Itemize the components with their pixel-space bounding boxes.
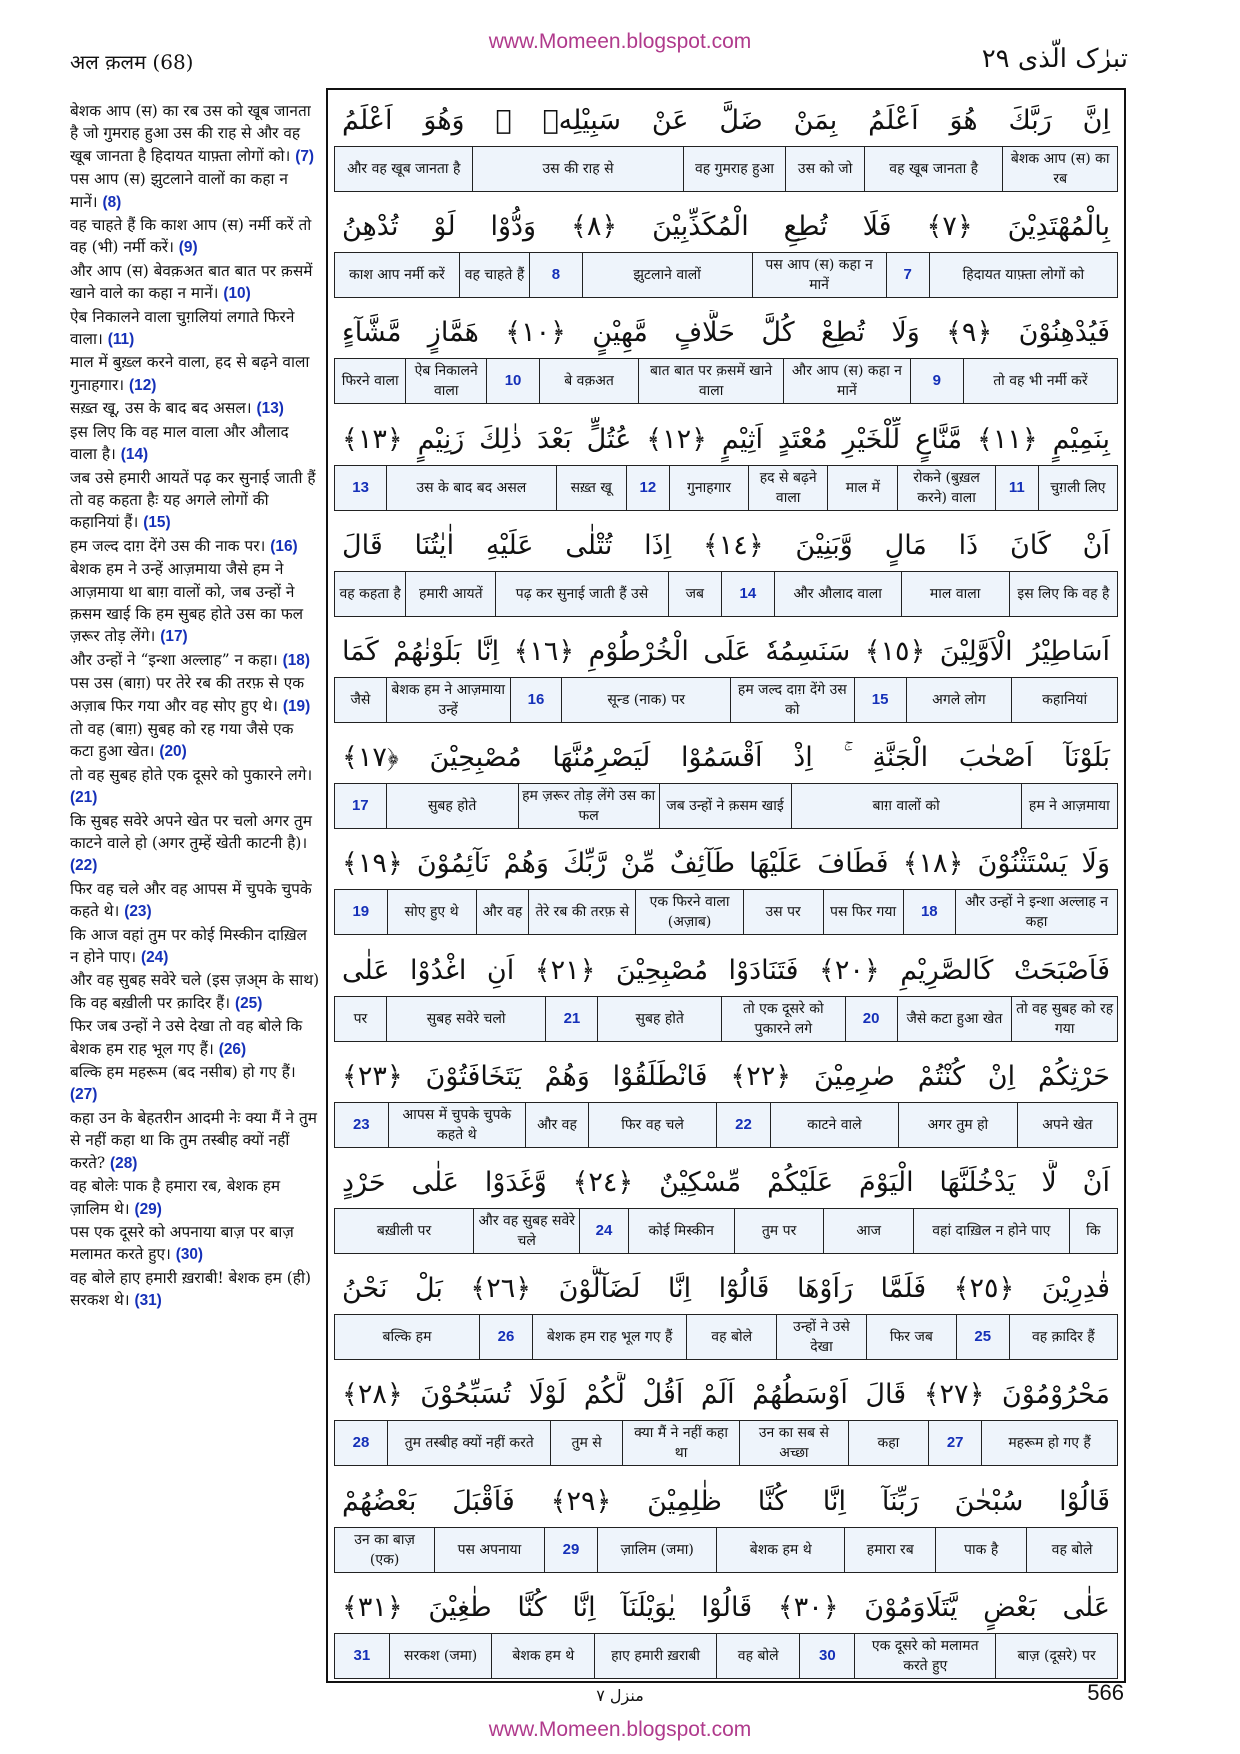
meaning-cell: वह क़ादिर हैं <box>1009 1315 1117 1359</box>
meaning-cell: हिदायत याफ़्ता लोगों को <box>929 253 1117 297</box>
verse-row <box>328 90 1124 196</box>
meaning-cell: हद से बढ़ने वाला <box>748 466 827 510</box>
translation-verse <box>70 1017 302 1057</box>
meaning-cell: सरकश (जमा) <box>389 1634 492 1678</box>
meaning-verse-number: 30 <box>799 1634 854 1678</box>
meaning-verse-number: 15 <box>854 678 906 722</box>
meaning-cell: उन का बाज़ (एक) <box>354 1531 415 1568</box>
verse-number: (11) <box>107 331 135 349</box>
meaning-cell: जैसे कटा हुआ खेत <box>897 997 1012 1041</box>
meaning-cell: काटने वाले <box>770 1103 898 1147</box>
translation-text: कहा उन के बेहतरीन आदमी नेः क्या मैं ने तुम से नहीं कहा था कि तुम तस्बीह क्यों नहीं करते? <box>70 1108 317 1172</box>
meaning-cell: और वह खूब जानता है <box>347 161 461 177</box>
meaning-cell: रोकने (बुख़ल करने) वाला <box>897 466 994 510</box>
translation-verse <box>70 216 311 256</box>
meaning-cell: फिरने वाला <box>341 373 399 390</box>
meaning-cells <box>334 1102 1118 1148</box>
meaning-cell: और उन्हों ने इन्शा अल्लाह न कहा <box>955 890 1117 934</box>
meaning-verse-number: 20 <box>845 997 897 1041</box>
meaning-cell: पाक है <box>935 1528 1026 1572</box>
meaning-cell: उन का सब से अच्छा <box>739 1421 847 1465</box>
meaning-cells <box>334 677 1118 723</box>
meaning-cells <box>334 1314 1118 1360</box>
arabic-verse-line: اِنَّ رَبَّكَ هُوَ اَعْلَمُ بِمَنْ ضَلَّ عَنْ سَبِيْلِهٖ ۪ وَهُوَ اَعْلَمُ <box>342 105 1110 136</box>
translation-text: फिर जब उन्हों ने उसे देखा तो वह बोले कि बेशक हम राह भूल गए हैं। <box>70 1017 303 1058</box>
meaning-cell: सुबह सवेरे चलो <box>386 997 546 1041</box>
verse-row <box>328 833 1124 939</box>
translation-text: कि आज वहां तुम पर कोई मिस्कीन दाख़िल न होने पाए। <box>70 925 307 967</box>
website-url-top[interactable]: www.Momeen.blogspot.com <box>488 30 752 53</box>
translation-verse <box>70 674 310 714</box>
meaning-cell: वह बोले <box>716 1634 800 1678</box>
meaning-cell: फिर जब <box>866 1315 956 1359</box>
verse-number: (12) <box>129 376 157 394</box>
meaning-cell: हम जल्द दाग़ देंगे उस को <box>730 678 854 722</box>
meaning-cell: तो वह सुबह को रह गया <box>1011 997 1117 1041</box>
translation-verse <box>70 1109 317 1172</box>
translation-verse <box>70 423 289 463</box>
meaning-cell: हमारा रब <box>844 1528 935 1572</box>
verse-row <box>328 1364 1124 1470</box>
arabic-verse-line: عَلٰى بَعْضٍ يَّتَلَاوَمُوْنَ ﴿٣٠﴾ قَالُوْا يٰوَيْلَنَآ اِنَّا كُنَّا طٰغِيْنَ ﴿٣١﴾ <box>342 1591 1110 1623</box>
meaning-cell: अपने खेत <box>1017 1103 1117 1147</box>
meaning-verse-number: 27 <box>928 1421 981 1465</box>
translation-text: ऐब निकालने वाला चुग़लियां लगाते फिरने वाला। <box>70 307 295 349</box>
meaning-verse-number: 13 <box>352 478 369 496</box>
translation-verse <box>70 1269 311 1309</box>
meaning-cells <box>334 1208 1118 1254</box>
translation-verse <box>70 880 312 920</box>
verse-number: (10) <box>223 285 251 303</box>
meaning-cell: तेरे रब की तरफ़ से <box>528 890 635 934</box>
translation-verse <box>70 308 294 348</box>
verse-number: (15) <box>143 514 171 532</box>
meaning-cell: सख़्त खू <box>556 466 626 510</box>
verse-number: (19) <box>282 697 311 715</box>
meaning-cell: बेशक आप (स) का रब <box>1002 147 1117 191</box>
verse-row <box>328 1577 1124 1683</box>
translation-text: फिर वह चले और वह आपस में चुपके चुपके कहते थे। <box>70 879 312 921</box>
meaning-cell: बात बात पर क़समें खाने वाला <box>638 359 783 403</box>
meaning-cell: वह कहता है <box>339 585 401 602</box>
verse-number: (24) <box>141 949 169 967</box>
juz-title: تبرٰک الّذی ۲۹ <box>981 44 1128 74</box>
meaning-cell: उन्हों ने उसे देखा <box>776 1315 866 1359</box>
verse-number: (29) <box>134 1200 162 1218</box>
meaning-verse-number: 28 <box>352 1434 370 1452</box>
meaning-cell: सुबह होते <box>386 784 518 828</box>
meaning-verse-number: 18 <box>903 890 956 934</box>
meaning-cell: ऐब निकालने वाला <box>405 359 486 403</box>
translation-verse <box>70 720 293 760</box>
meaning-cell: पस अपनाया <box>434 1528 544 1572</box>
verse-row <box>328 302 1124 408</box>
surah-title: अल क़लम (68) <box>70 50 194 74</box>
arabic-verse-line: مَحْرُوْمُوْنَ ﴿٢٧﴾ قَالَ اَوْسَطُهُمْ اَلَمْ اَقُلْ لَّكُمْ لَوْلَا تُسَبِّحُوْنَ ﴿٢٨﴾ <box>342 1379 1110 1411</box>
verse-number: (8) <box>102 193 122 211</box>
meaning-cell: और आप (स) कहा न मानें <box>783 359 910 403</box>
meaning-cell: वह गुमराह हुआ <box>683 147 786 191</box>
meaning-cell: बल्कि हम <box>382 1329 432 1346</box>
meaning-cell: उस की राह से <box>472 147 682 191</box>
verse-row <box>328 1046 1124 1152</box>
meaning-verse-number: 7 <box>886 253 929 297</box>
verse-number: (21) <box>70 789 98 807</box>
meaning-cells <box>334 1633 1118 1679</box>
arabic-verse-line: اَسَاطِيْرُ الْاَوَّلِيْنَ ﴿١٥﴾ سَنَسِمُهٗ عَلَى الْخُرْطُوْمِ ﴿١٦﴾ اِنَّا بَلَوْنٰهُمْ كَمَا <box>342 636 1110 667</box>
meaning-cell: माल वाला <box>901 572 1009 616</box>
meaning-cell: तुम तस्बीह क्यों नहीं करते <box>387 1421 550 1465</box>
translation-text: इस लिए कि वह माल वाला और औलाद वाला है। <box>70 422 289 464</box>
meaning-verse-number: 9 <box>910 359 963 403</box>
meaning-cell: अगर तुम हो <box>898 1103 1017 1147</box>
verse-number: (16) <box>270 537 298 555</box>
verse-row <box>328 1258 1124 1364</box>
translation-verse <box>70 399 284 417</box>
translation-text: पस आप (स) झुटलाने वालों का कहा न मानें। <box>70 170 288 211</box>
meaning-cell: बेशक हम थे <box>716 1528 844 1572</box>
meaning-cell: झुटलाने वालों <box>582 253 752 297</box>
meaning-verse-number: 24 <box>579 1209 627 1253</box>
translation-verse <box>70 537 298 555</box>
translation-text: पस एक दूसरे को अपनाया बाज़ पर बाज़ मलामत करते हुए। <box>70 1222 294 1264</box>
verse-number: (17) <box>160 628 188 646</box>
meaning-cells <box>334 996 1118 1042</box>
arabic-verse-line: بِنَمِيْمٍ ﴿١١﴾ مَّنَّاعٍ لِّلْخَيْرِ مُعْتَدٍ اَثِيْمٍ ﴿١٢﴾ عُتُلٍّ بَعْدَ ذٰلِكَ زَنِيْمٍ ﴿١٣﴾ <box>342 423 1110 455</box>
meaning-cell: काश आप नर्मी करें <box>349 267 445 284</box>
meaning-cell: पर <box>353 1010 368 1027</box>
meaning-cell: चुग़ली लिए <box>1038 466 1117 510</box>
verse-row <box>328 621 1124 727</box>
arabic-verse-line: اَنْ كَانَ ذَا مَالٍ وَّبَنِيْنَ ﴿١٤﴾ اِذَا تُتْلٰى عَلَيْهِ اٰيٰتُنَا قَالَ <box>342 529 1110 561</box>
translation-verse <box>70 1177 280 1217</box>
meaning-cell: क्या मैं ने नहीं कहा था <box>622 1421 739 1465</box>
verse-row <box>328 515 1124 621</box>
meaning-cell: वहां दाख़िल न होने पाए <box>913 1209 1069 1253</box>
meaning-verse-number: 8 <box>529 253 581 297</box>
meaning-cell: उस को जो <box>785 147 864 191</box>
translation-verse <box>70 971 319 1011</box>
verse-number: (30) <box>175 1246 204 1264</box>
website-url-bottom[interactable]: www.Momeen.blogspot.com <box>488 1718 752 1741</box>
translation-verse <box>70 1063 296 1103</box>
translation-text: बेशक आप (स) का रब उस को खूब जानता है जो गुमराह हुआ उस की राह से और वह खूब जानता है हिदायत याफ़्ता लोगों को। <box>70 102 311 165</box>
meaning-verse-number: 19 <box>352 903 370 921</box>
meaning-verse-number: 12 <box>626 466 669 510</box>
meaning-cells <box>334 252 1118 298</box>
translation-text: और उन्हों ने “इन्शा अल्लाह” न कहा। <box>70 650 283 669</box>
translation-verse <box>70 1223 294 1263</box>
meaning-verse-number: 25 <box>956 1315 1009 1359</box>
meaning-cell: एक फिरने वाला (अज़ाब) <box>635 890 742 934</box>
meaning-cell: तुम पर <box>734 1209 824 1253</box>
meaning-cell: उस के बाद बद असल <box>386 466 555 510</box>
translation-verse <box>70 812 312 875</box>
verse-number: (28) <box>110 1154 138 1172</box>
meaning-cell: पढ़ कर सुनाई जाती हैं उसे <box>495 572 668 616</box>
arabic-verse-line: اَنْ لَّا يَدْخُلَنَّهَا الْيَوْمَ عَلَيْكُمْ مِّسْكِيْنٌ ﴿٢٤﴾ وَّغَدَوْا عَلٰى حَرْدٍ <box>342 1167 1110 1198</box>
meaning-cell: और वह <box>476 890 529 934</box>
arabic-verse-line: فَيُدْهِنُوْنَ ﴿٩﴾ وَلَا تُطِعْ كُلَّ حَلَّافٍ مَّهِيْنٍ ﴿١٠﴾ هَمَّازٍ مَّشَّآءٍ <box>342 317 1110 349</box>
meaning-cell: और वह सुबह सवेरे चले <box>473 1209 579 1253</box>
meaning-verse-number: 14 <box>721 572 774 616</box>
meaning-cells <box>334 1527 1118 1573</box>
verse-number: (18) <box>282 651 310 669</box>
meaning-cell: अगले लोग <box>906 678 1012 722</box>
translation-text: बल्कि हम महरूम (बद नसीब) हो गए हैं। <box>70 1063 296 1082</box>
verse-row <box>328 409 1124 515</box>
arabic-verse-line: فَاَصْبَحَتْ كَالصَّرِيْمِ ﴿٢٠﴾ فَتَنَادَوْا مُصْبِحِيْنَ ﴿٢١﴾ اَنِ اغْدُوْا عَلٰى <box>342 954 1110 986</box>
meaning-verse-number: 29 <box>544 1528 598 1572</box>
translation-text: कि सुबह सवेरे अपने खेत पर चलो अगर तुम काटने वाले हो (अगर तुम्हें खेती काटनी है)। <box>70 811 312 852</box>
meaning-cell: बेशक हम राह भूल गए हैं <box>532 1315 686 1359</box>
translation-text: तो वह (बाग़) सुबह को रह गया जैसे एक कटा हुआ खेत। <box>70 719 294 761</box>
verse-number: (14) <box>120 446 149 464</box>
manzil-label: منزل ۷ <box>596 1686 644 1705</box>
meaning-cells <box>334 465 1118 511</box>
meaning-cell: हाए हमारी ख़राबी <box>594 1634 716 1678</box>
meaning-cell: बेशक हम ने आज़माया उन्हें <box>386 678 510 722</box>
verse-row <box>328 940 1124 1046</box>
translation-text: तो वह सुबह होते एक दूसरे को पुकारने लगे। <box>70 765 313 784</box>
verse-row <box>328 727 1124 833</box>
translation-verse <box>70 353 309 393</box>
verse-number: (22) <box>70 857 98 875</box>
meaning-cells <box>334 146 1118 192</box>
meaning-cell: बे वक़अत <box>539 359 638 403</box>
meaning-cell: कि <box>1069 1209 1117 1253</box>
meaning-cell: और औलाद वाला <box>774 572 901 616</box>
meaning-cells <box>334 571 1118 617</box>
arabic-verse-line: وَلَا يَسْتَثْنُوْنَ ﴿١٨﴾ فَطَافَ عَلَيْهَا طَآئِفٌ مِّنْ رَّبِّكَ وَهُمْ نَآئِمُوْنَ ﴿١٩﴾ <box>342 848 1110 880</box>
meaning-verse-number: 10 <box>486 359 539 403</box>
verse-number: (27) <box>70 1086 98 1104</box>
meaning-cell: हमारी आयतें <box>405 572 495 616</box>
meaning-cell: फिर वह चले <box>588 1103 716 1147</box>
translation-text: और आप (स) बेवक़अत बात बात पर क़समें खाने वाले का कहा न मानें। <box>70 261 313 303</box>
verse-number: (31) <box>134 1292 162 1310</box>
translation-text: माल में बुख़्ल करने वाला, हद से बढ़ने वाला गुनाहगार। <box>70 353 310 394</box>
translation-text: वह बोलेः पाक है हमारा रब, बेशक हम ज़ालिम थे। <box>70 1177 281 1218</box>
meaning-cell: वह खूब जानता है <box>864 147 1002 191</box>
meaning-cell: जब <box>668 572 721 616</box>
meaning-cell: बेशक हम थे <box>491 1634 594 1678</box>
meaning-cell: सोए हुए थे <box>387 890 476 934</box>
arabic-verse-line: بِالْمُهْتَدِيْنَ ﴿٧﴾ فَلَا تُطِعِ الْمُكَذِّبِيْنَ ﴿٨﴾ وَدُّوْا لَوْ تُدْهِنُ <box>342 211 1110 243</box>
meaning-cell: कहा <box>848 1421 929 1465</box>
meaning-cells <box>334 783 1118 829</box>
verse-number: (25) <box>234 994 263 1012</box>
meaning-cell: वह चाहते हैं <box>459 253 529 297</box>
translation-verse <box>70 651 310 669</box>
verse-number: (26) <box>218 1040 247 1058</box>
translation-text: सख़्त खू, उस के बाद बद असल। <box>70 399 257 418</box>
meaning-cell: आपस में चुपके चुपके कहते थे <box>388 1103 525 1147</box>
translation-text: जब उसे हमारी आयतें पढ़ कर सुनाई जाती हैं तो वह कहता हैः यह अगले लोगों की कहानियां हैं। <box>70 468 316 532</box>
translation-text: वह बोले हाए हमारी ख़राबी! बेशक हम (ही) सरकश थे। <box>70 1268 311 1310</box>
meaning-cell: गुनाहगार <box>669 466 748 510</box>
verse-number: (13) <box>256 400 284 418</box>
meaning-verse-number: 31 <box>353 1646 371 1664</box>
meaning-cell: पस आप (स) कहा न मानें <box>752 253 886 297</box>
translation-text: बेशक हम ने उन्हें आज़माया जैसे हम ने आज़माया था बाग़ वालों को, जब उन्हों ने क़सम खाई कि हम सुबह होते उस का फल ज़रूर तोड़ लेंगे। <box>70 560 304 646</box>
translation-verse <box>70 560 303 645</box>
translation-text: हम जल्द दाग़ देंगे उस की नाक पर। <box>70 536 271 555</box>
meaning-cell: वह बोले <box>1026 1528 1117 1572</box>
verse-row <box>328 1471 1124 1577</box>
translation-verse <box>70 926 307 966</box>
page-number: 566 <box>1087 1680 1124 1705</box>
arabic-verse-line: بَلَوْنَآ اَصْحٰبَ الْجَنَّةِ ۚ اِذْ اَقْسَمُوْا لَيَصْرِمُنَّهَا مُصْبِحِيْنَ ﴿١٧﴾ <box>342 742 1110 774</box>
meaning-cell: पस फिर गया <box>823 890 903 934</box>
meaning-cells <box>334 358 1118 404</box>
verse-number: (23) <box>124 903 152 921</box>
meaning-cell: हम ज़रूर तोड़ लेंगे उस का फल <box>518 784 659 828</box>
meaning-cells <box>334 889 1118 935</box>
meaning-cell: सुबह होते <box>597 997 721 1041</box>
meaning-cell: वह बोले <box>686 1315 776 1359</box>
verse-row <box>328 1152 1124 1258</box>
meaning-verse-number: 22 <box>716 1103 770 1147</box>
translation-verse <box>70 766 312 806</box>
translation-verse <box>70 262 312 302</box>
meaning-cell: सून्ड (नाक) पर <box>561 678 730 722</box>
meaning-cell: कहानियां <box>1011 678 1117 722</box>
translation-verse <box>70 170 288 210</box>
meaning-cell: माल में <box>827 466 897 510</box>
meaning-cells <box>334 1420 1118 1466</box>
meaning-verse-number: 17 <box>351 797 369 815</box>
arabic-verse-line: قٰدِرِيْنَ ﴿٢٥﴾ فَلَمَّا رَاَوْهَا قَالُوْٓا اِنَّا لَضَآلُّوْنَ ﴿٢٦﴾ بَلْ نَحْنُ <box>342 1273 1110 1305</box>
translation-text: और वह सुबह सवेरे चले (इस ज़अ्म के साथ) कि वह बख़ीली पर क़ादिर हैं। <box>70 971 320 1012</box>
meaning-cell: इस लिए कि वह है <box>1009 572 1117 616</box>
meaning-cell: जैसे <box>350 692 371 708</box>
meaning-cell: आज <box>823 1209 913 1253</box>
meaning-cell: ज़ालिम (जमा) <box>597 1528 716 1572</box>
meaning-cell: एक दूसरे को मलामत करते हुए <box>854 1634 995 1678</box>
meaning-cell: तुम से <box>550 1421 621 1465</box>
word-by-word-table <box>326 88 1126 1683</box>
translation-verse <box>70 102 314 165</box>
meaning-verse-number: 23 <box>352 1115 370 1133</box>
verse-row <box>328 196 1124 302</box>
meaning-verse-number: 26 <box>479 1315 532 1359</box>
verse-number: (7) <box>295 147 315 165</box>
meaning-cell: बाज़ (दूसरे) पर <box>995 1634 1117 1678</box>
meaning-cell: तो एक दूसरे को पुकारने लगे <box>721 997 845 1041</box>
meaning-cell: उस पर <box>743 890 823 934</box>
meaning-cell: और वह <box>525 1103 588 1147</box>
meaning-cell: जब उन्हों ने क़सम खाई <box>659 784 791 828</box>
arabic-verse-line: حَرْثِكُمْ اِنْ كُنْتُمْ صٰرِمِيْنَ ﴿٢٢﴾ فَانْطَلَقُوْا وَهُمْ يَتَخَافَتُوْنَ ﴿٢٣﴾ <box>342 1060 1110 1092</box>
meaning-cell: कोई मिस्कीन <box>628 1209 734 1253</box>
meaning-cell: बख़ीली पर <box>376 1223 432 1239</box>
meaning-cell: बाग़ वालों को <box>791 784 1021 828</box>
meaning-cell: महरूम हो गए हैं <box>981 1421 1117 1465</box>
meaning-verse-number: 11 <box>995 466 1038 510</box>
translation-verse <box>70 469 316 532</box>
meaning-verse-number: 21 <box>545 997 597 1041</box>
meaning-verse-number: 16 <box>510 678 562 722</box>
hindi-translation-column <box>70 100 320 1313</box>
translation-text: पस उस (बाग़) पर तेरे रब की तरफ़ से एक अज़ाब फिर गया और वह सोए हुए थे। <box>70 674 305 715</box>
meaning-cell: तो वह भी नर्मी करें <box>963 359 1117 403</box>
verse-number: (9) <box>178 239 198 257</box>
verse-number: (20) <box>159 743 187 761</box>
arabic-verse-line: قَالُوْا سُبْحٰنَ رَبِّنَآ اِنَّا كُنَّا ظٰلِمِيْنَ ﴿٢٩﴾ فَاَقْبَلَ بَعْضُهُمْ <box>342 1485 1110 1517</box>
meaning-cell: हम ने आज़माया <box>1021 784 1117 828</box>
translation-text: वह चाहते हैं कि काश आप (स) नर्मी करें तो वह (भी) नर्मी करें। <box>70 216 312 257</box>
